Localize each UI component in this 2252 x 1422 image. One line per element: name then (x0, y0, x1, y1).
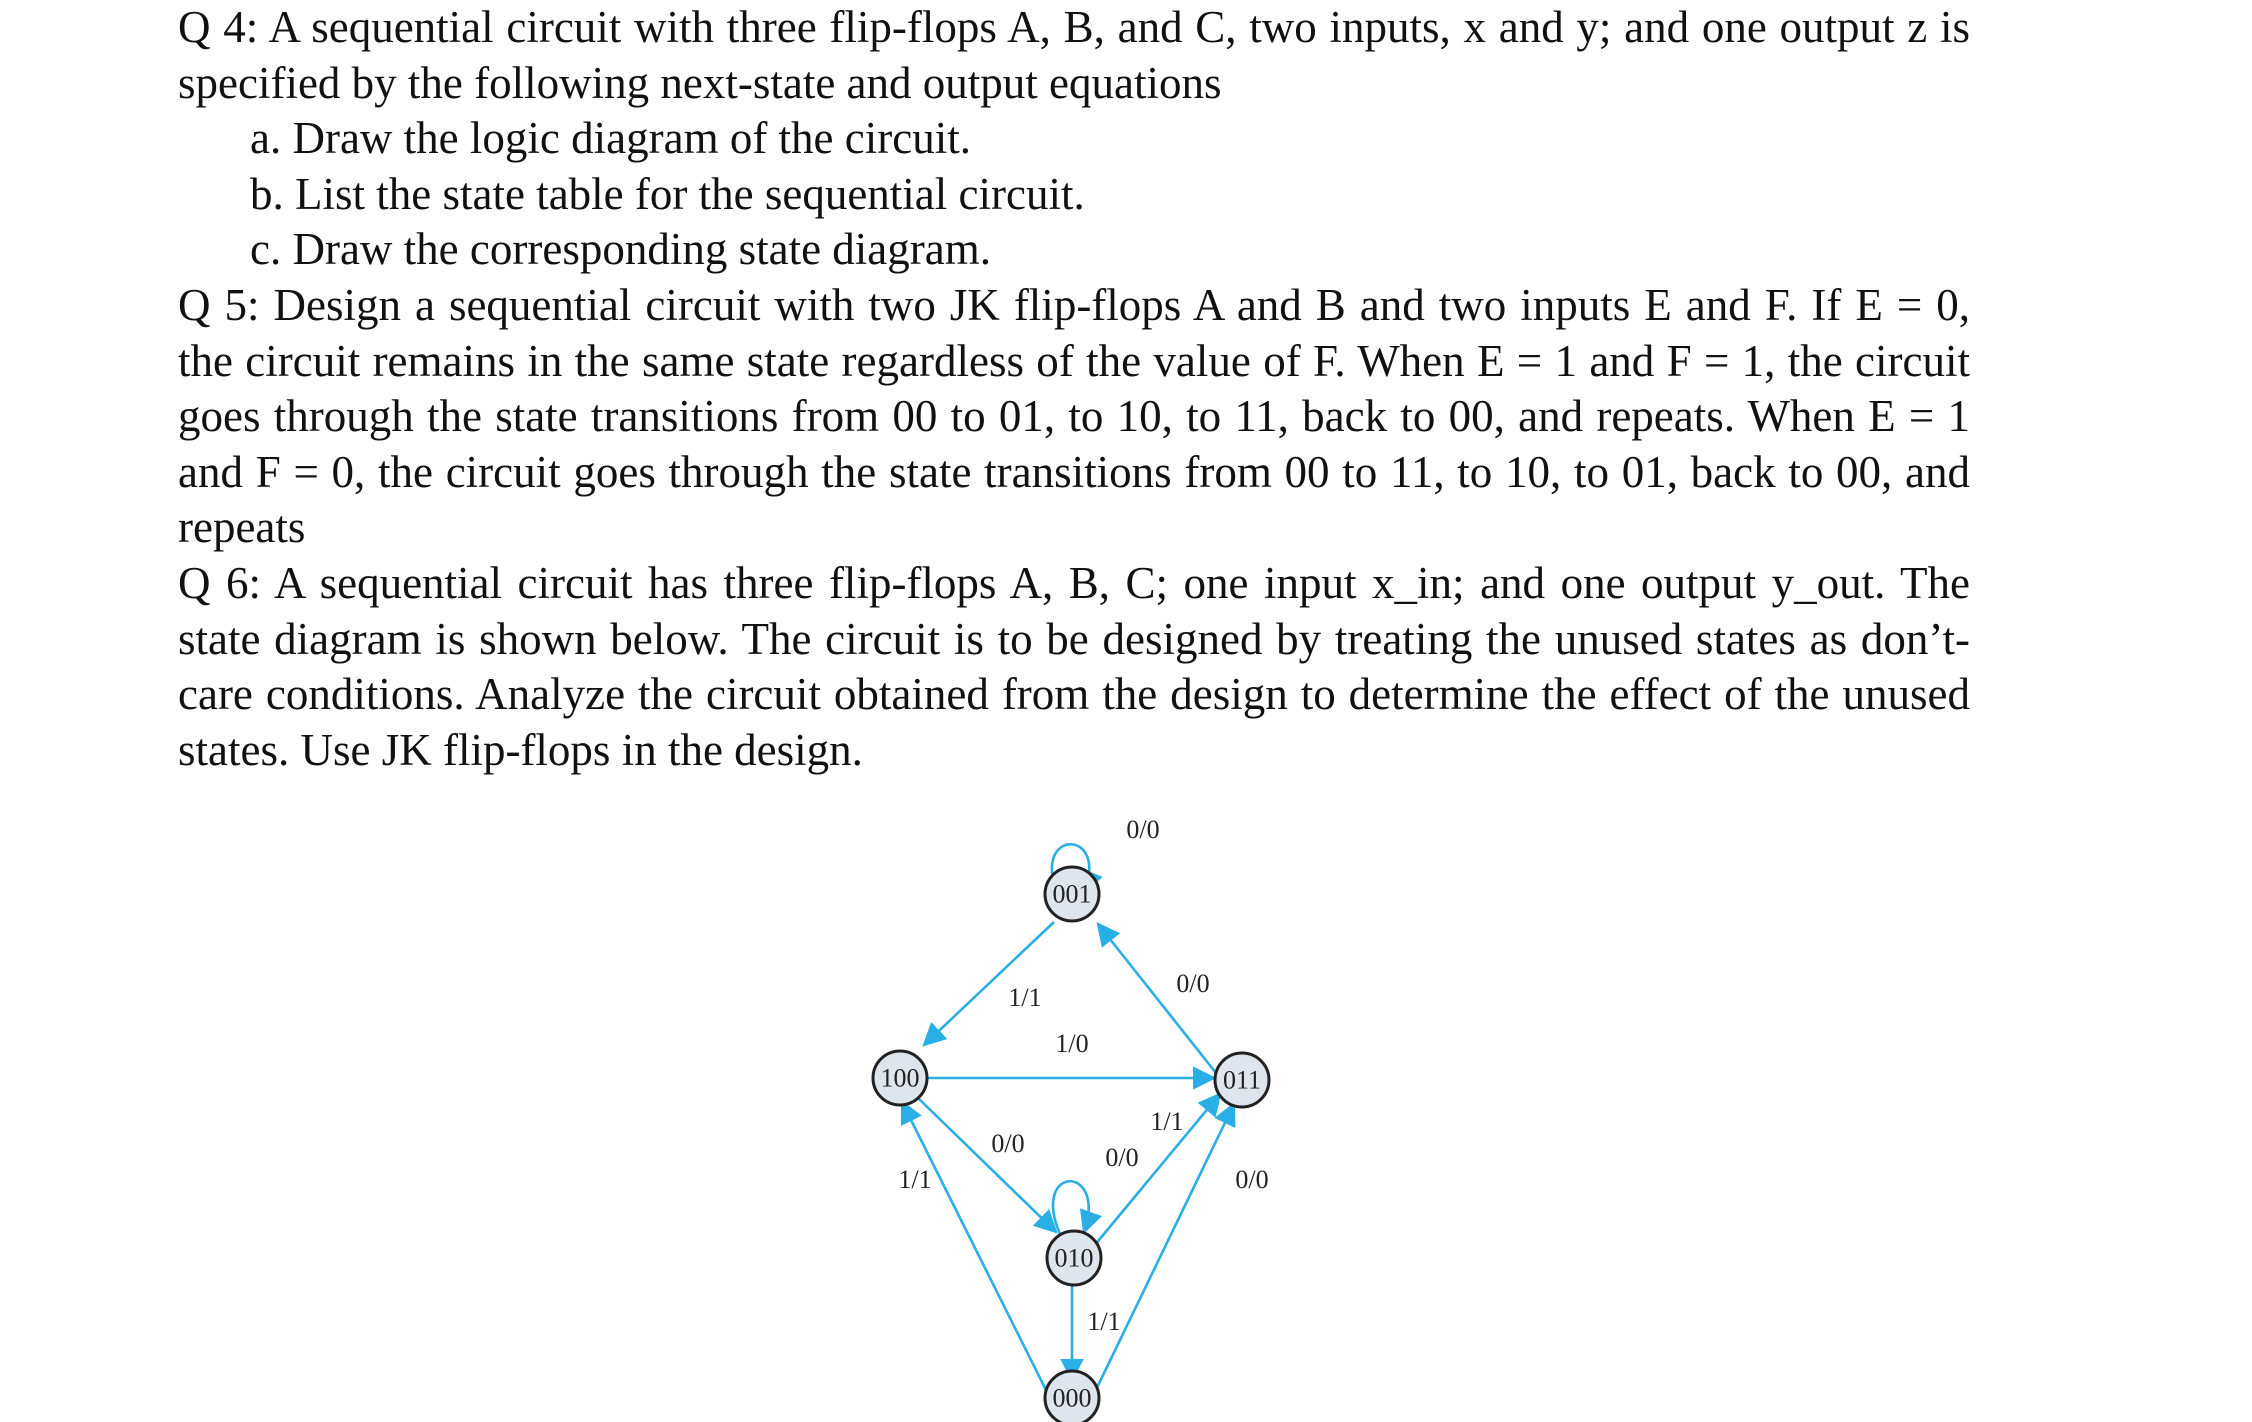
edge-label-loop-010: 0/0 (1105, 1143, 1139, 1172)
edge-011-to-001 (1098, 924, 1216, 1073)
state-node-010 (1047, 1231, 1101, 1285)
q5-statement: Q 5: Design a sequential circuit with two JK flip-flops A and B and two inputs E and F. If E = 0, the circuit remains in the same state regardless of the value of F. When E = 1 and F = 1, the circuit goes through the state transitions from 00 to 01, to 10, to 11, back to 00, and repeats. When E = 1 and F = 0, the circuit goes through the state transitions from 00 to 11, to 10, to 01, back to 00, and repeats (178, 279, 1970, 553)
state-label-010: 010 (1054, 1243, 1094, 1273)
edge-label-001-to-100: 1/1 (1008, 983, 1042, 1012)
edge-label-011-to-001: 0/0 (1176, 969, 1210, 998)
state-node-000 (1045, 1371, 1099, 1422)
edge-label-100-to-010: 0/0 (991, 1129, 1025, 1158)
edge-label-100-to-011: 1/0 (1055, 1029, 1089, 1058)
state-label-100: 100 (880, 1063, 920, 1093)
q4-item-c: c. Draw the corresponding state diagram. (250, 224, 991, 275)
edge-label-000-to-100: 1/1 (898, 1165, 932, 1194)
edge-000-to-100 (902, 1102, 1056, 1410)
question-text-block (178, 0, 1970, 778)
q4-item-b: b. List the state table for the sequential circuit. (250, 168, 1085, 219)
edge-label-010-to-011: 1/1 (1150, 1107, 1184, 1136)
q4-statement: Q 4: A sequential circuit with three flip-flops A, B, and C, two inputs, x and y; and one output z is specified by the following next-state and output equations (178, 2, 1970, 108)
edge-label-010-to-000: 1/1 (1087, 1307, 1121, 1336)
state-diagram (840, 770, 1320, 1422)
edge-100-to-010 (918, 1098, 1056, 1232)
state-node-011 (1215, 1053, 1269, 1107)
state-label-011: 011 (1222, 1065, 1262, 1095)
edge-loop-010 (1053, 1181, 1089, 1234)
q4-item-a: a. Draw the logic diagram of the circuit. (250, 113, 971, 164)
q6-statement: Q 6: A sequential circuit has three flip-flops A, B, C; one input x_in; and one output y_out. The state diagram is shown below. The circuit is to be designed by treating the unused states as don’t-care conditions. Analyze the circuit obtained from the design to determine the effect of the unused states. Use JK flip-flops in the design. (178, 557, 1970, 775)
state-node-100 (873, 1051, 927, 1105)
edge-label-loop-001: 0/0 (1126, 815, 1160, 844)
state-label-000: 000 (1052, 1383, 1092, 1413)
state-label-001: 001 (1052, 879, 1092, 909)
state-node-001 (1045, 867, 1099, 921)
state-diagram-svg (840, 770, 1320, 1422)
edge-label-000-to-011: 0/0 (1235, 1165, 1269, 1194)
